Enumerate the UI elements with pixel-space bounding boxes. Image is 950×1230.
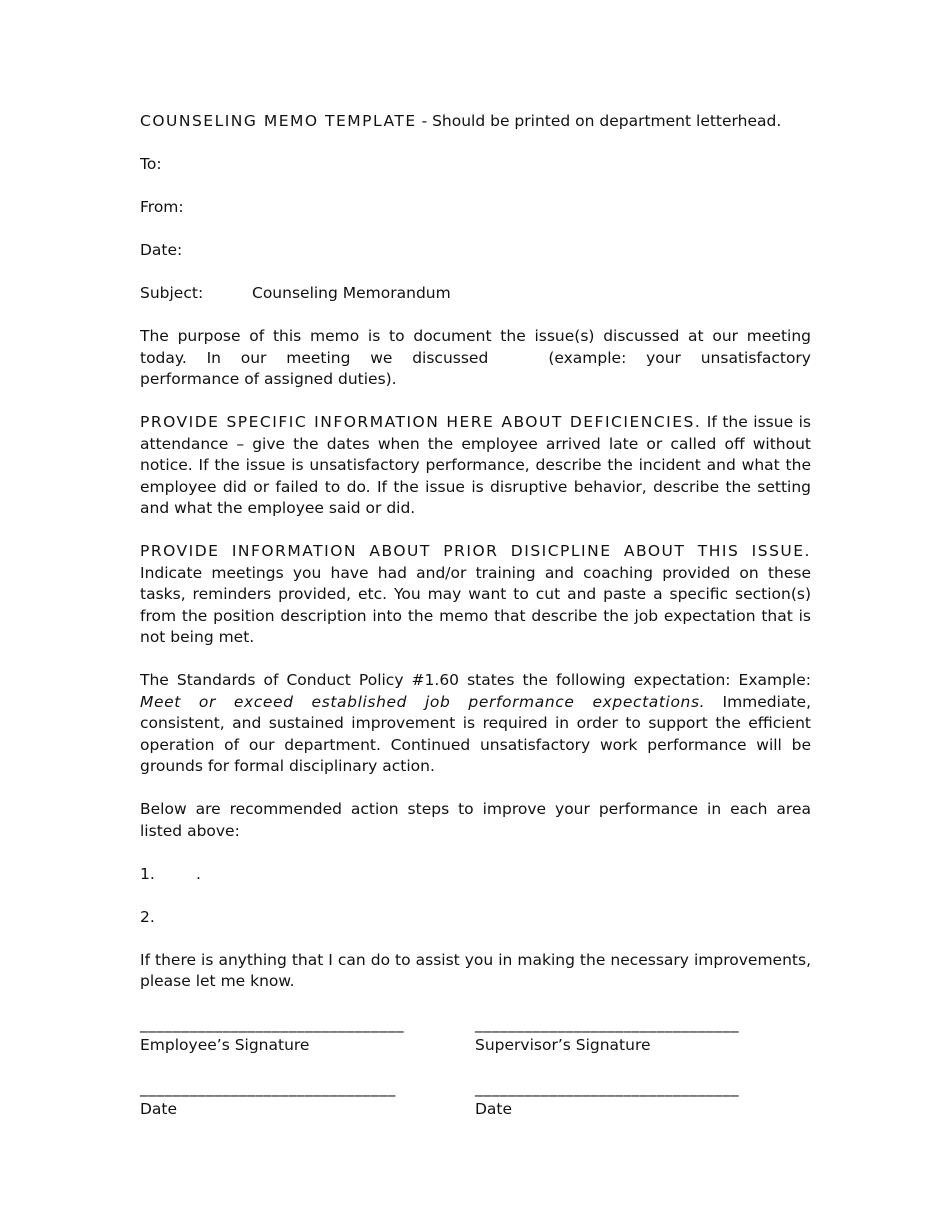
- memo-title-line: [140, 111, 811, 133]
- date-field: Date:: [140, 241, 183, 259]
- standards-paragraph: [140, 670, 811, 778]
- deficiencies-heading: PROVIDE SPECIFIC INFORMATION HERE ABOUT DEFICIENCIES.: [140, 413, 702, 431]
- employee-signature-line: ________________________________: [140, 1015, 404, 1033]
- standards-expectation: Meet or exceed established job performance expectations.: [140, 692, 706, 711]
- purpose-text-b: (example: your unsatisfactory performance of assigned duties).: [140, 348, 811, 388]
- assistance-paragraph: If there is anything that I can do to assist you in making the necessary improvements, please let me know.: [140, 950, 811, 990]
- to-field: To:: [140, 155, 162, 173]
- signature-column-left: [140, 1014, 404, 1120]
- subject-value: Counseling Memorandum: [252, 284, 451, 302]
- purpose-text-a: The purpose of this memo is to document the issue(s) discussed at our meeting today. In our meeting we discussed: [140, 327, 811, 367]
- deficiencies-text: If the issue is attendance – give the dates when the employee arrived late or called off without notice. If the issue is unsatisfactory performance, describe the incident and what the employee did or failed to do. If the issue is disruptive behavior, describe the setting and what the employee said or did.: [140, 413, 812, 517]
- prior-discipline-heading: PROVIDE INFORMATION ABOUT PRIOR DISICPLINE ABOUT THIS ISSUE.: [140, 542, 811, 560]
- action-steps-intro: Below are recommended action steps to improve your performance in each area listed above:: [140, 800, 811, 840]
- action-item-2: [140, 907, 811, 929]
- supervisor-date-label: Date: [475, 1099, 513, 1118]
- supervisor-signature-label: Supervisor’s Signature: [475, 1036, 651, 1054]
- subject-label: Subject:: [140, 284, 204, 302]
- supervisor-signature-line: ________________________________: [475, 1015, 739, 1033]
- standards-text-a: The Standards of Conduct Policy #1.60 states the following expectation: Example:: [140, 671, 811, 689]
- employee-signature-label: Employee’s Signature: [140, 1036, 310, 1054]
- standards-text-b: Immediate, consistent, and sustained improvement is required in order to support the efficient operation of our department. Continued unsatisfactory work performance will be grounds for formal disciplinary action.: [140, 692, 811, 775]
- action-item-1: [140, 864, 811, 886]
- signature-block: [140, 1014, 811, 1144]
- subject-field: [140, 283, 811, 305]
- supervisor-date-line: ________________________________: [475, 1078, 739, 1097]
- memo-title: COUNSELING MEMO TEMPLATE: [140, 112, 417, 130]
- employee-date-label: Date: [140, 1099, 178, 1118]
- employee-date-line: _______________________________: [140, 1078, 396, 1097]
- prior-discipline-paragraph: [140, 541, 811, 649]
- action-item-1-text: .: [196, 864, 201, 883]
- action-item-2-number: 2.: [140, 907, 155, 926]
- memo-title-note: - Should be printed on department letterhead.: [416, 112, 782, 130]
- purpose-paragraph: [140, 326, 811, 391]
- deficiencies-paragraph: [140, 412, 811, 520]
- from-field: From:: [140, 198, 184, 216]
- memo-document: [140, 111, 811, 1144]
- signature-column-right: [475, 1014, 739, 1120]
- prior-discipline-text: Indicate meetings you have had and/or training and coaching provided on these tasks, reminders provided, etc. You may want to cut and paste a specific section(s) from the position description into the memo that describe the job expectation that is not being met.: [140, 563, 811, 646]
- action-item-1-number: 1.: [140, 864, 155, 883]
